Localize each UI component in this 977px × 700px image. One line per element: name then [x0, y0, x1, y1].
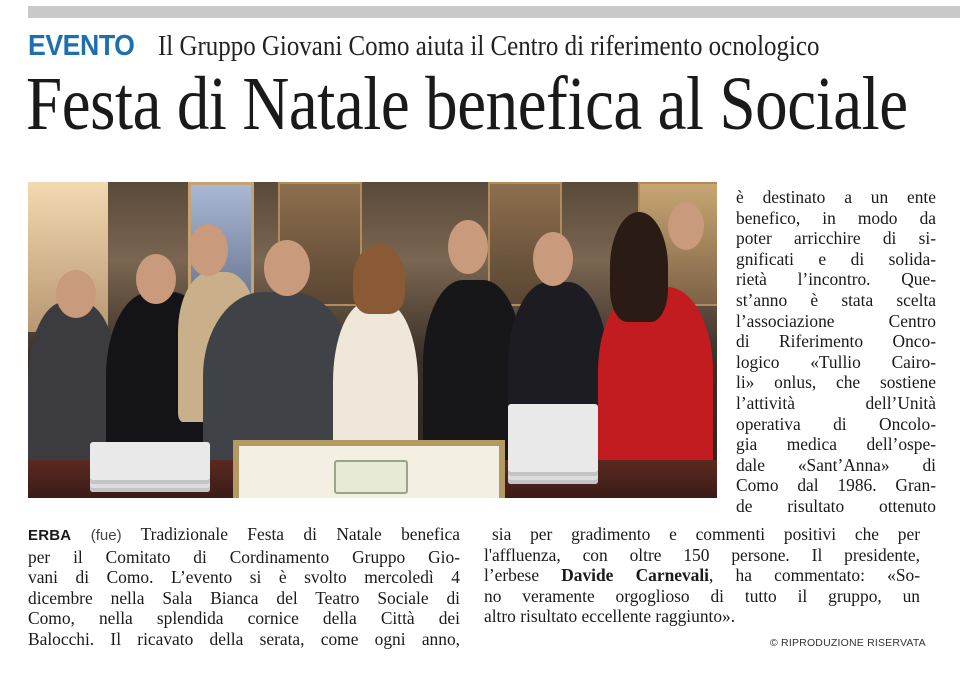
article-line: no veramente orgoglioso di tutto il gruppo, un: [484, 585, 920, 606]
article-text: l’erbese: [484, 565, 562, 586]
article-photo: [28, 182, 717, 498]
article-line: poter arricchire di si-: [736, 228, 936, 249]
article-line: Como dal 1986. Gran-: [736, 475, 936, 496]
article-line: gia medica dell’ospe-: [736, 434, 936, 455]
article-line: l’attività dell’Unità: [736, 392, 936, 413]
article-text: , ha commentato: «So-: [709, 565, 920, 586]
photo-face: [668, 202, 704, 250]
article-line: Balocchi. Il ricavato della serata, come ogni anno,: [28, 628, 460, 649]
person-name: Davide Carnevali: [561, 565, 710, 586]
article-line: gnificati e di solida-: [736, 248, 936, 269]
article-line: altro risultato eccellente raggiunto».: [484, 606, 736, 627]
photo-plates: [508, 404, 598, 484]
cake-logo: [334, 460, 408, 494]
photo-face: [448, 220, 488, 274]
photo-plates: [90, 442, 210, 492]
copyright-notice: © RIPRODUZIONE RISERVATA: [770, 637, 926, 649]
article-line: è destinato a un ente: [736, 187, 936, 207]
article-line: l’associazione Centro: [736, 310, 936, 331]
subheadline: Il Gruppo Giovani Como aiuta il Centro di riferimento ocnologico: [157, 30, 820, 62]
article-line: dale «Sant’Anna» di: [736, 454, 936, 475]
article-line: logico «Tullio Cairo-: [736, 351, 936, 372]
article-line-first: [28, 524, 460, 547]
author-initials: (fue): [90, 527, 122, 544]
article-line: dicembre nella Sala Bianca del Teatro Sociale di: [28, 587, 460, 608]
article-line: li» onlus, che sostiene: [736, 372, 936, 393]
article-line: sia per gradimento e commenti positivi che per: [492, 524, 920, 544]
dateline: ERBA: [28, 527, 72, 544]
article-line: benefico, in modo da: [736, 207, 936, 228]
article-line: [484, 565, 920, 586]
headline: Festa di Natale benefica al Sociale: [26, 62, 908, 146]
article-column-middle: [484, 524, 920, 627]
photo-face: [533, 232, 573, 286]
article-line: rietà l’incontro. Que-: [736, 269, 936, 290]
top-rule: [28, 6, 960, 18]
article-line: l'affluenza, con oltre 150 persone. Il presidente,: [484, 544, 920, 565]
article-line: per il Comitato di Cordinamento Gruppo Gio-: [28, 546, 460, 567]
photo-hair: [353, 244, 405, 314]
article-column-right: [736, 187, 936, 517]
article-line: vani di Como. L’evento si è svolto mercoledì 4: [28, 567, 460, 588]
photo-face: [188, 224, 228, 276]
section-kicker: EVENTO: [28, 30, 135, 62]
article-column-left: [28, 524, 460, 650]
article-line: di Riferimento Onco-: [736, 331, 936, 352]
article-text: Tradizionale Festa di Natale benefica: [140, 524, 460, 544]
article-line: de risultato ottenuto: [736, 495, 936, 516]
photo-hair: [610, 212, 668, 322]
photo-face: [136, 254, 176, 304]
photo-cake: [233, 440, 505, 498]
photo-face: [56, 270, 96, 318]
article-line: st’anno è stata scelta: [736, 289, 936, 310]
photo-face: [264, 240, 310, 296]
article-line: operativa di Oncolo-: [736, 413, 936, 434]
article-line: Como, nella splendida cornice della Città dei: [28, 608, 460, 629]
